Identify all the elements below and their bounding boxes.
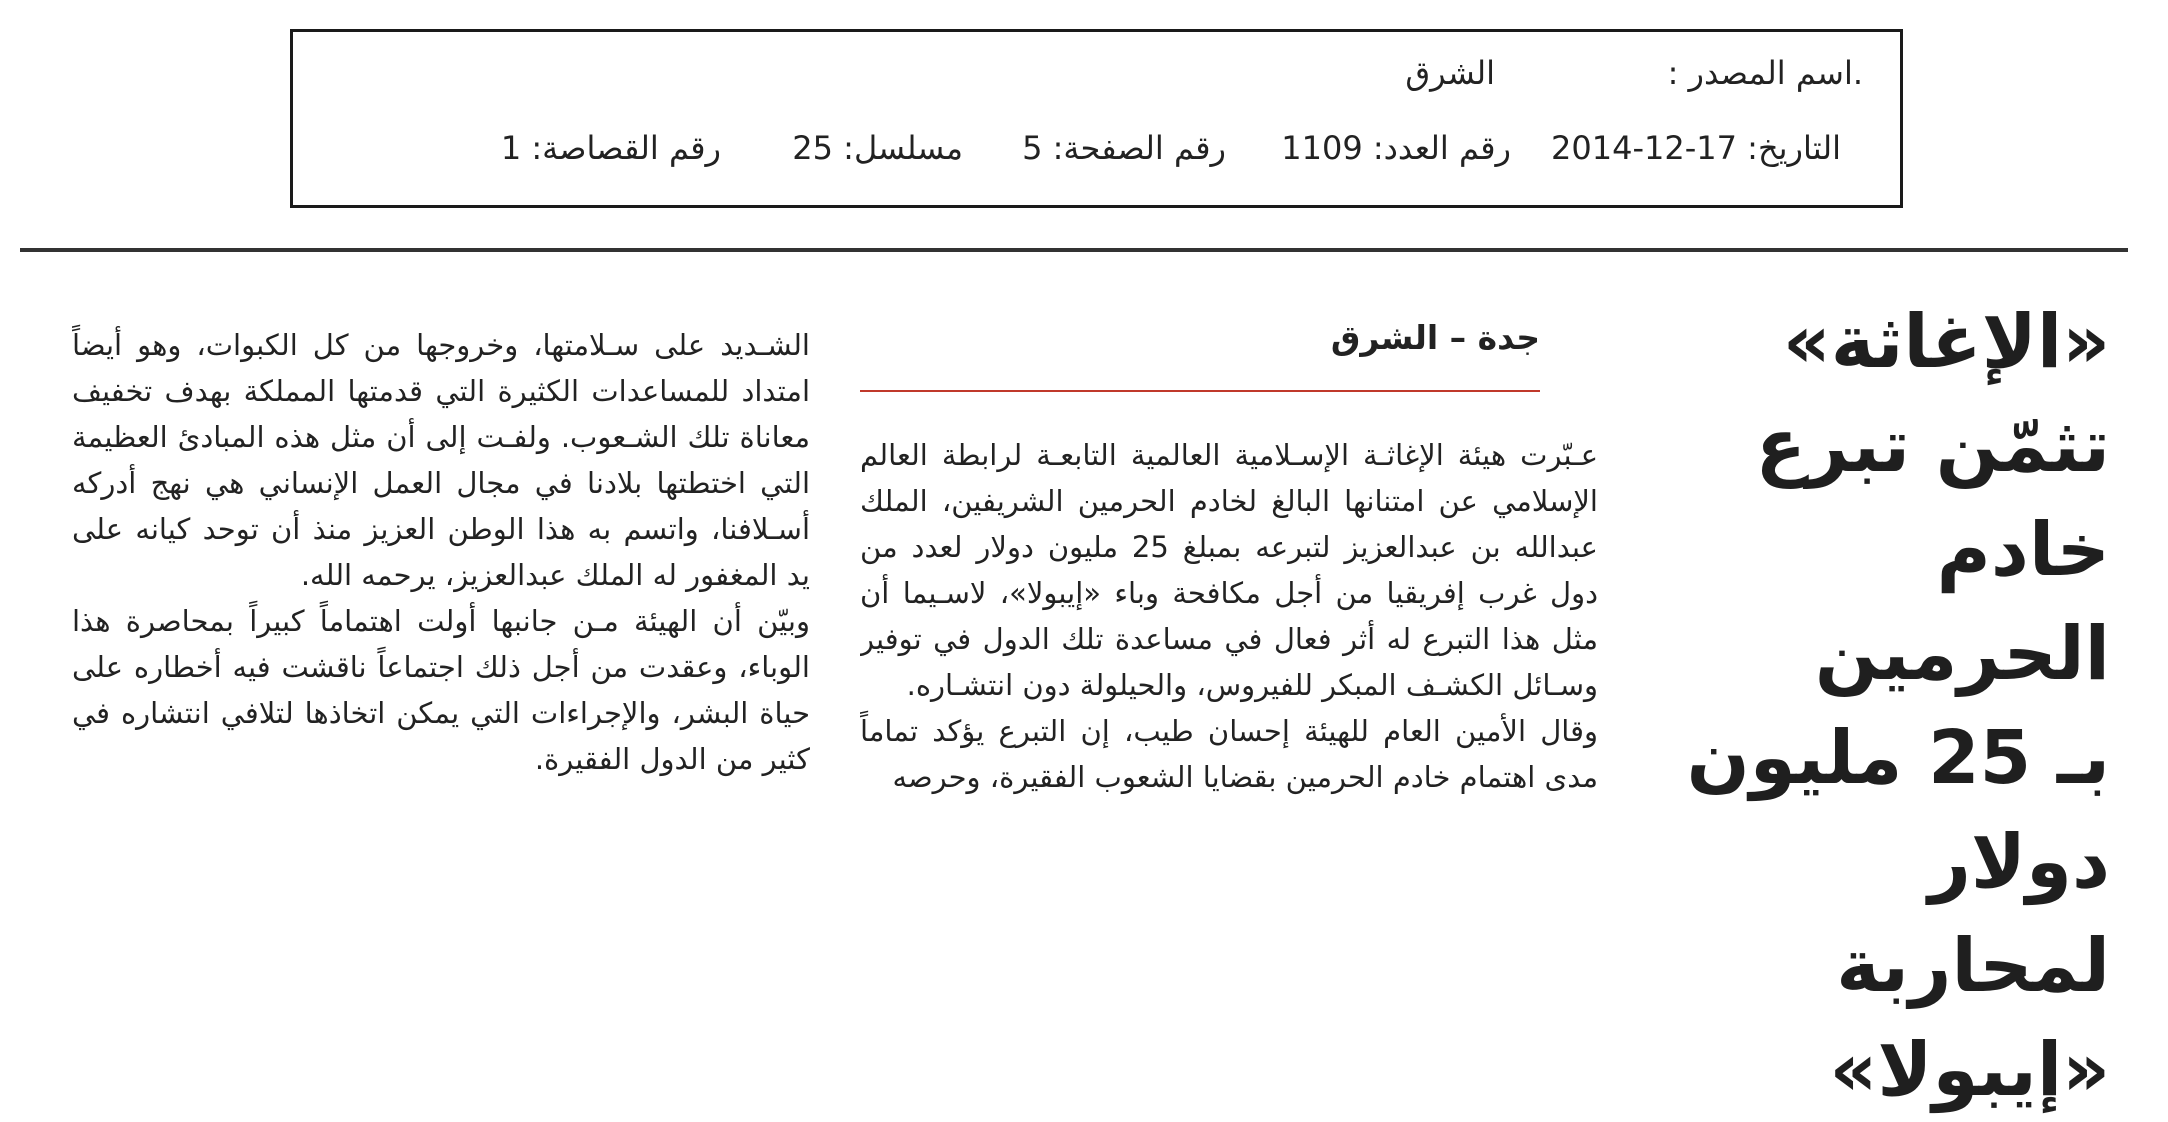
clipping-info-box — [290, 29, 1903, 208]
paragraph: وبيّن أن الهيئة مـن جانبها أولت اهتماماً كبيراً بمحاصرة هذا الوباء، وعقدت من أجل ذلك اجتماعاً ناقشت فيه أخطاره على حياة البشر، والإجراءات التي يمكن اتخاذها لتلافي انتشاره في كثير من الدول الفقيرة. — [72, 604, 810, 776]
issue-field — [1281, 129, 1511, 167]
headline-line: تثمّن تبرع — [1755, 403, 2110, 489]
issue-label: رقم العدد: — [1372, 129, 1511, 167]
serial-label: مسلسل: — [843, 129, 963, 167]
date-value: 2014-12-17 — [1551, 129, 1737, 167]
page-label: رقم الصفحة: — [1052, 129, 1226, 167]
paragraph: وقال الأمين العام للهيئة إحسان طيب، إن التبرع يؤكد تماماً مدى اهتمام خادم الحرمين بقضايا الشعوب الفقيرة، وحرصه — [860, 714, 1598, 794]
headline-line: بـ 25 مليون — [1686, 715, 2110, 801]
byline: جدة – الشرق — [1330, 318, 1540, 357]
source-label: .اسم المصدر : — [1667, 54, 1863, 92]
page-field — [1022, 129, 1226, 167]
article-column-2 — [72, 322, 810, 872]
clip-label: رقم القصاصة: — [531, 129, 721, 167]
byline-divider — [860, 390, 1540, 392]
source-value: الشرق — [1405, 54, 1495, 92]
headline-line: خادم الحرمين — [1814, 507, 2110, 697]
header-divider — [20, 248, 2128, 252]
paragraph: عـبّرت هيئة الإغاثـة الإسـلامية العالمية التابعـة لرابطة العالم الإسلامي عن امتنانها البالغ لخادم الحرمين الشريفين، الملك عبدالله بن عبدالعزيز لتبرعه بمبلغ 25 مليون دولار لعدد من دول غرب إفريقيا من أجل مكافحة وباء «إيبولا»، لاسـيما أن مثل هذا التبرع له أثر فعال في مساعدة تلك الدول في توفير وسـائل الكشـف المبكر للفيروس، والحيلولة دون انتشـاره. — [860, 438, 1598, 702]
page-value: 5 — [1022, 129, 1043, 167]
date-label: التاريخ: — [1747, 129, 1841, 167]
issue-value: 1109 — [1281, 129, 1363, 167]
article-headline — [1640, 290, 2110, 1122]
clip-field — [501, 129, 721, 167]
headline-line: «إيبولا» — [1829, 1027, 2110, 1113]
headline-line: «الإغاثة» — [1782, 299, 2110, 385]
serial-field — [792, 129, 963, 167]
paragraph: الشـديد على سـلامتها، وخروجها من كل الكبوات، وهو أيضاً امتداد للمساعدات الكثيرة التي قدمتها المملكة بهدف تخفيف معاناة تلك الشـعوب. ولفـت إلى أن مثل هذه المبادئ العظيمة التي اختطتها بلادنا في مجال العمل الإنساني هي نهج أدركه أسـلافنا، واتسم به هذا الوطن العزيز منذ أن توحد كيانه على يد المغفور له الملك عبدالعزيز، يرحمه الله. — [72, 328, 810, 592]
headline-line: دولار لمحاربة — [1836, 819, 2110, 1009]
clip-value: 1 — [500, 129, 522, 167]
article-column-1 — [860, 432, 1598, 862]
serial-value: 25 — [792, 129, 833, 167]
date-field — [1551, 129, 1841, 167]
